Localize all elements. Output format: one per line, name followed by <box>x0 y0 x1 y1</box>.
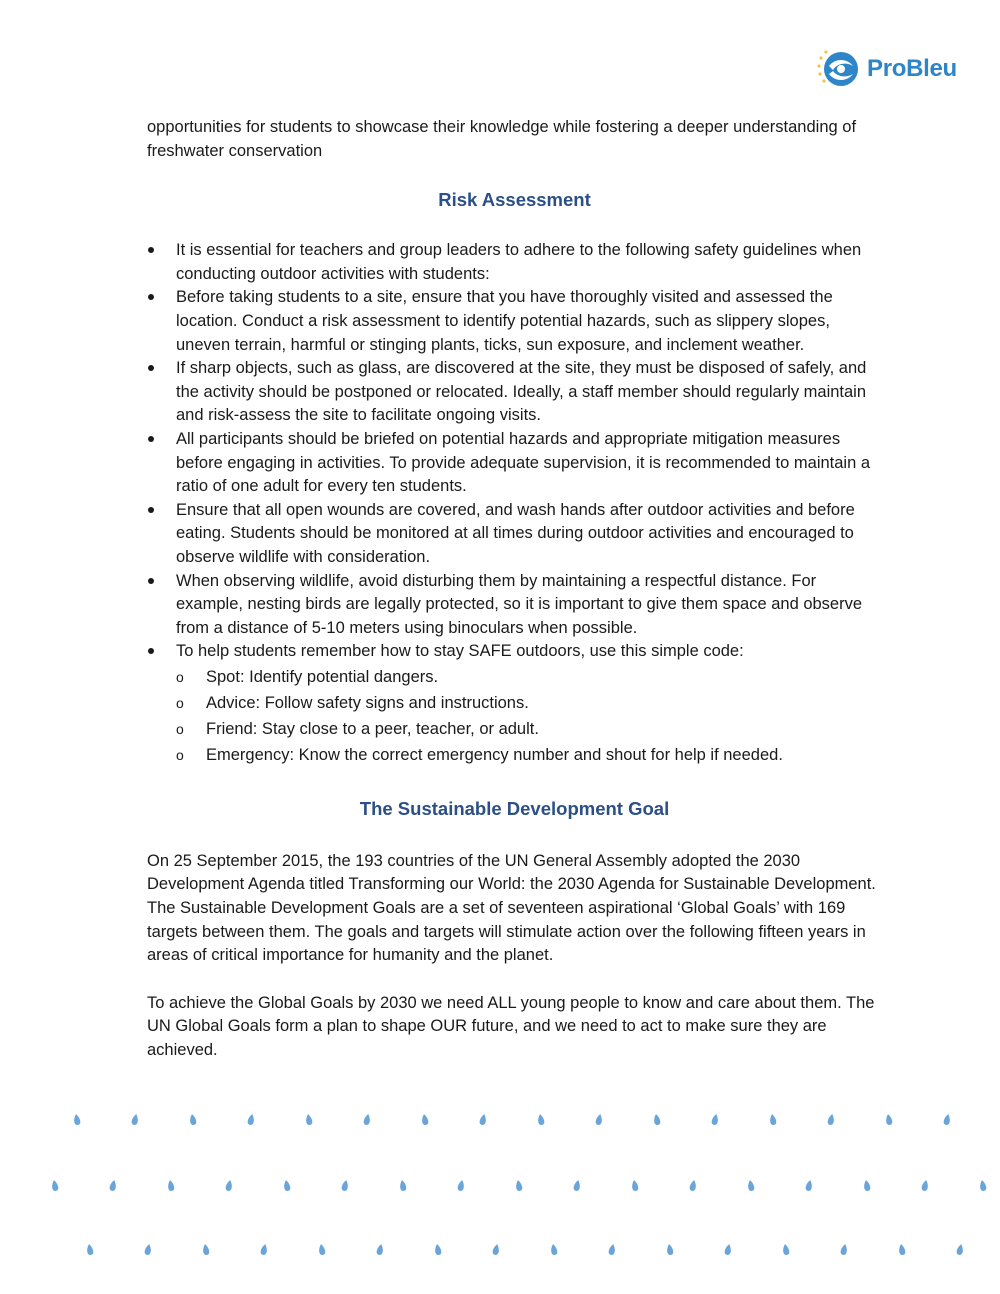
water-drop-icon <box>979 1180 987 1192</box>
probleu-emblem-icon <box>815 46 861 92</box>
water-drop-icon <box>479 1114 487 1126</box>
water-drop-icon <box>573 1180 581 1192</box>
water-drop-icon <box>434 1244 442 1256</box>
water-drop-icon <box>260 1244 268 1256</box>
risk-guidelines-list <box>147 239 882 664</box>
safe-code-list <box>147 664 882 768</box>
water-drop-icon <box>827 1114 835 1126</box>
safe-code-item: o Friend: Stay close to a peer, teacher, or adult. <box>176 716 882 742</box>
water-drop-icon <box>631 1180 639 1192</box>
safe-code-item: o Advice: Follow safety signs and instructions. <box>176 690 882 716</box>
sdg-heading: The Sustainable Development Goal <box>359 797 670 819</box>
water-drop-icon <box>457 1180 465 1192</box>
water-drop-icon <box>689 1180 697 1192</box>
water-drop-icon <box>608 1244 616 1256</box>
water-drop-icon <box>653 1114 661 1126</box>
water-drop-icon <box>341 1180 349 1192</box>
water-drop-icon <box>943 1114 951 1126</box>
sdg-paragraph-1: On 25 September 2015, the 193 countries of the UN General Assembly adopted the 2030 Development Agenda titled Transforming our World: the 2030 Agenda for Sustainable Development. The Sustainable Development Goals are a set of seventeen aspirational ‘Global Goals’ with 169 targets between them. The goals and targets will stimulate action over the following fifteen years in areas of critical importance for humanity and the planet. <box>147 851 876 965</box>
water-drop-icon <box>805 1180 813 1192</box>
water-drop-icon <box>421 1114 429 1126</box>
water-drop-icon <box>537 1114 545 1126</box>
probleu-logo <box>815 46 957 92</box>
water-drop-icon <box>363 1114 371 1126</box>
water-drop-icon <box>550 1244 558 1256</box>
water-drop-icon <box>247 1114 255 1126</box>
list-item: It is essential for teachers and group leaders to adhere to the following safety guidelines when conducting outdoor activities with students: <box>147 239 882 286</box>
water-drop-icon <box>921 1180 929 1192</box>
water-drop-icon <box>711 1114 719 1126</box>
water-drop-icon <box>863 1180 871 1192</box>
water-drop-icon <box>86 1244 94 1256</box>
water-drops-decoration <box>0 1100 1000 1294</box>
sdg-paragraph-2: To achieve the Global Goals by 2030 we need ALL young people to know and care about them. The UN Global Goals form a plan to shape OUR future, and we need to act to make sure they are achieved. <box>147 993 875 1060</box>
water-drop-icon <box>283 1180 291 1192</box>
list-item: Ensure that all open wounds are covered, and wash hands after outdoor activities and before eating. Students should be monitored at all times during outdoor activities and encouraged to observe wildlife with consideration. <box>147 499 882 570</box>
intro-paragraph: opportunities for students to showcase their knowledge while fostering a deeper understanding of freshwater conservation <box>147 118 857 160</box>
water-drop-icon <box>898 1244 906 1256</box>
water-drop-icon <box>144 1244 152 1256</box>
water-drop-icon <box>782 1244 790 1256</box>
water-drop-icon <box>305 1114 313 1126</box>
water-drop-icon <box>885 1114 893 1126</box>
list-item: Before taking students to a site, ensure that you have thoroughly visited and assessed the location. Conduct a risk assessment to identify potential hazards, such as slippery slopes, uneven terrain, harmful or stinging plants, ticks, sun exposure, and inclement weather. <box>147 286 882 357</box>
water-drop-icon <box>51 1180 59 1192</box>
safe-code-item: o Emergency: Know the correct emergency number and shout for help if needed. <box>176 742 882 768</box>
list-item: When observing wildlife, avoid disturbing them by maintaining a respectful distance. For example, nesting birds are legally protected, so it is important to give them space and observe from a distance of 5-10 meters using binoculars when possible. <box>147 570 882 641</box>
water-drop-icon <box>376 1244 384 1256</box>
water-drop-icon <box>399 1180 407 1192</box>
water-drop-icon <box>318 1244 326 1256</box>
water-drop-icon <box>202 1244 210 1256</box>
water-drop-icon <box>840 1244 848 1256</box>
water-drop-icon <box>666 1244 674 1256</box>
water-drop-icon <box>769 1114 777 1126</box>
list-item: All participants should be briefed on potential hazards and appropriate mitigation measures before engaging in activities. To provide adequate supervision, it is recommended to maintain a ratio of one adult for every ten students. <box>147 428 882 499</box>
water-drop-icon <box>73 1114 81 1126</box>
safe-code-item: o Spot: Identify potential dangers. <box>176 664 882 690</box>
water-drop-icon <box>724 1244 732 1256</box>
water-drop-icon <box>956 1244 964 1256</box>
list-item: To help students remember how to stay SAFE outdoors, use this simple code: <box>147 640 882 664</box>
logo-wordmark: ProBleu <box>867 55 957 82</box>
water-drop-icon <box>167 1180 175 1192</box>
water-drop-icon <box>131 1114 139 1126</box>
water-drop-icon <box>109 1180 117 1192</box>
water-drop-icon <box>492 1244 500 1256</box>
list-item: If sharp objects, such as glass, are discovered at the site, they must be disposed of safely, and the activity should be postponed or relocated. Ideally, a staff member should regularly maintain and risk-assess the site to facilitate ongoing visits. <box>147 357 882 428</box>
water-drop-icon <box>515 1180 523 1192</box>
page-content <box>147 116 882 1063</box>
risk-assessment-heading: Risk Assessment <box>438 189 591 211</box>
water-drop-icon <box>595 1114 603 1126</box>
water-drop-icon <box>225 1180 233 1192</box>
water-drop-icon <box>747 1180 755 1192</box>
water-drop-icon <box>189 1114 197 1126</box>
